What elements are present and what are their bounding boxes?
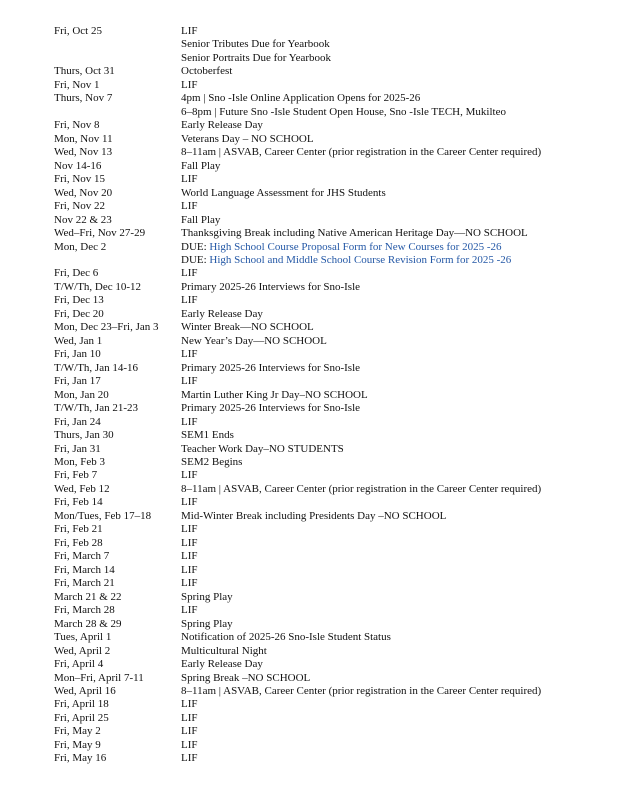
event-description: 8–11am | ASVAB, Career Center (prior registration in the Career Center required) xyxy=(181,146,542,159)
calendar-row xyxy=(54,483,594,496)
calendar-list xyxy=(54,25,594,766)
calendar-row xyxy=(54,631,594,644)
calendar-row xyxy=(54,510,594,523)
calendar-row xyxy=(54,200,594,213)
event-description: LIF xyxy=(181,469,198,482)
event-description: Mid-Winter Break including Presidents Day –NO SCHOOL xyxy=(181,509,447,522)
event-description: LIF xyxy=(181,78,198,91)
calendar-row xyxy=(54,241,594,254)
event-date: T/W/Th, Jan 21-23 xyxy=(54,402,139,415)
event-date: Wed–Fri, Nov 27-29 xyxy=(54,227,146,240)
event-date: Fri, Feb 28 xyxy=(54,536,103,549)
calendar-row xyxy=(54,725,594,738)
calendar-row xyxy=(54,429,594,442)
event-date: Fri, Dec 6 xyxy=(54,267,99,280)
event-description: LIF xyxy=(181,738,198,751)
event-description xyxy=(181,254,594,267)
event-description: Octoberfest xyxy=(181,65,233,78)
calendar-row xyxy=(54,402,594,415)
event-description: LIF xyxy=(181,563,198,576)
event-date xyxy=(54,254,181,267)
event-date: Fri, March 21 xyxy=(54,577,115,590)
calendar-row xyxy=(54,550,594,563)
course-form-link[interactable]: High School Course Proposal Form for New Courses for 2025 -26 xyxy=(209,240,502,253)
event-description: LIF xyxy=(181,698,198,711)
calendar-row xyxy=(54,335,594,348)
calendar-row xyxy=(54,416,594,429)
event-description: LIF xyxy=(181,267,198,280)
calendar-row xyxy=(54,294,594,307)
event-date: Fri, Jan 31 xyxy=(54,442,101,455)
calendar-row xyxy=(54,133,594,146)
event-date: Wed, Feb 12 xyxy=(54,482,110,495)
calendar-row xyxy=(54,698,594,711)
event-date: Fri, Jan 17 xyxy=(54,375,101,388)
event-date: Fri, Nov 15 xyxy=(54,173,106,186)
event-description: New Year’s Day—NO SCHOOL xyxy=(181,334,327,347)
event-description: Primary 2025-26 Interviews for Sno-Isle xyxy=(181,402,361,415)
event-description: Spring Break –NO SCHOOL xyxy=(181,671,311,684)
calendar-row xyxy=(54,119,594,132)
event-description: LIF xyxy=(181,348,198,361)
calendar-row xyxy=(54,685,594,698)
calendar-row xyxy=(54,389,594,402)
calendar-row xyxy=(54,604,594,617)
event-description: LIF xyxy=(181,375,198,388)
event-description: LIF xyxy=(181,294,198,307)
event-date: Wed, Nov 13 xyxy=(54,146,113,159)
calendar-row xyxy=(54,564,594,577)
calendar-row xyxy=(54,645,594,658)
calendar-row xyxy=(54,577,594,590)
event-date: Nov 22 & 23 xyxy=(54,213,112,226)
event-description: Winter Break—NO SCHOOL xyxy=(181,321,314,334)
event-description: World Language Assessment for JHS Students xyxy=(181,186,386,199)
event-date: Wed, Nov 20 xyxy=(54,186,113,199)
event-description: Spring Play xyxy=(181,617,233,630)
event-date: Mon, Nov 11 xyxy=(54,132,113,145)
event-date: Fri, Nov 8 xyxy=(54,119,100,132)
calendar-row xyxy=(54,321,594,334)
event-date: Fri, May 2 xyxy=(54,725,101,738)
event-date: Tues, April 1 xyxy=(54,631,112,644)
event-description: Notification of 2025-26 Sno-Isle Student Status xyxy=(181,631,391,644)
calendar-row xyxy=(54,106,594,119)
event-date: Thurs, Nov 7 xyxy=(54,92,113,105)
event-description: Teacher Work Day–NO STUDENTS xyxy=(181,442,344,455)
course-form-link[interactable]: High School and Middle School Course Revision Form for 2025 -26 xyxy=(209,253,512,266)
event-description: Primary 2025-26 Interviews for Sno-Isle xyxy=(181,280,361,293)
event-description: LIF xyxy=(181,604,198,617)
event-date: Fri, Dec 20 xyxy=(54,307,104,320)
event-date: Wed, April 2 xyxy=(54,644,111,657)
event-description: SEM1 Ends xyxy=(181,429,234,442)
event-description: 8–11am | ASVAB, Career Center (prior registration in the Career Center required) xyxy=(181,684,542,697)
event-date: T/W/Th, Dec 10-12 xyxy=(54,280,142,293)
event-description: 8–11am | ASVAB, Career Center (prior registration in the Career Center required) xyxy=(181,482,542,495)
event-description: LIF xyxy=(181,496,198,509)
calendar-row xyxy=(54,537,594,550)
event-description: LIF xyxy=(181,711,198,724)
event-description: LIF xyxy=(181,752,198,765)
event-date: Thurs, Oct 31 xyxy=(54,65,115,78)
calendar-row xyxy=(54,227,594,240)
calendar-row xyxy=(54,281,594,294)
calendar-row xyxy=(54,712,594,725)
event-date: Fri, Feb 21 xyxy=(54,523,103,536)
event-date: Nov 14-16 xyxy=(54,159,102,172)
due-prefix: DUE: xyxy=(181,253,210,266)
calendar-row xyxy=(54,92,594,105)
event-date: Mon, Dec 23–Fri, Jan 3 xyxy=(54,321,159,334)
event-date: Fri, March 14 xyxy=(54,563,115,576)
calendar-row xyxy=(54,658,594,671)
event-date: Fri, May 9 xyxy=(54,738,101,751)
event-date: Fri, Dec 13 xyxy=(54,294,104,307)
event-date: Fri, April 4 xyxy=(54,658,104,671)
event-date: Thurs, Jan 30 xyxy=(54,429,114,442)
event-description: Martin Luther King Jr Day–NO SCHOOL xyxy=(181,388,368,401)
event-date: Fri, Feb 14 xyxy=(54,496,103,509)
calendar-row xyxy=(54,254,594,267)
calendar-row xyxy=(54,146,594,159)
event-description: Early Release Day xyxy=(181,307,263,320)
event-description: LIF xyxy=(181,536,198,549)
calendar-row xyxy=(54,79,594,92)
event-description: Thanksgiving Break including Native American Heritage Day—NO SCHOOL xyxy=(181,227,528,240)
event-date xyxy=(54,52,181,65)
calendar-row xyxy=(54,187,594,200)
event-date: Fri, Feb 7 xyxy=(54,469,98,482)
event-date: Mon, Dec 2 xyxy=(54,240,107,253)
event-description: LIF xyxy=(181,200,198,213)
event-description: Early Release Day xyxy=(181,658,263,671)
event-description: LIF xyxy=(181,523,198,536)
event-date: March 28 & 29 xyxy=(54,617,122,630)
calendar-row xyxy=(54,591,594,604)
event-description: Multicultural Night xyxy=(181,644,267,657)
event-date xyxy=(54,106,181,119)
event-date: Mon, Jan 20 xyxy=(54,388,109,401)
calendar-row xyxy=(54,25,594,38)
calendar-row xyxy=(54,160,594,173)
event-date: Fri, Nov 1 xyxy=(54,78,100,91)
calendar-row xyxy=(54,348,594,361)
event-description: 4pm | Sno -Isle Online Application Opens for 2025-26 xyxy=(181,92,421,105)
event-description: LIF xyxy=(181,173,198,186)
event-description: Veterans Day – NO SCHOOL xyxy=(181,132,314,145)
calendar-row xyxy=(54,496,594,509)
event-description: LIF xyxy=(181,415,198,428)
event-description: Spring Play xyxy=(181,590,233,603)
event-date: Fri, April 18 xyxy=(54,698,109,711)
event-date: Mon/Tues, Feb 17–18 xyxy=(54,509,152,522)
event-date: Fri, Nov 22 xyxy=(54,200,106,213)
calendar-row xyxy=(54,52,594,65)
event-description: SEM2 Begins xyxy=(181,456,243,468)
calendar-row xyxy=(54,523,594,536)
event-date: Mon–Fri, April 7-11 xyxy=(54,671,144,684)
event-description: LIF xyxy=(181,550,198,563)
event-description: LIF xyxy=(181,25,198,37)
calendar-row xyxy=(54,469,594,482)
event-description: Fall Play xyxy=(181,213,221,226)
calendar-row xyxy=(54,443,594,456)
calendar-row xyxy=(54,456,594,469)
calendar-row xyxy=(54,65,594,78)
event-description: Early Release Day xyxy=(181,119,263,132)
event-description: Fall Play xyxy=(181,159,221,172)
event-description: LIF xyxy=(181,725,198,738)
event-date: Fri, March 28 xyxy=(54,604,115,617)
calendar-row xyxy=(54,752,594,765)
event-date: Fri, March 7 xyxy=(54,550,110,563)
event-date: March 21 & 22 xyxy=(54,590,122,603)
calendar-row xyxy=(54,375,594,388)
event-description: Senior Tributes Due for Yearbook xyxy=(181,38,330,51)
event-description: 6–8pm | Future Sno -Isle Student Open House, Sno -Isle TECH, Mukilteo xyxy=(181,105,506,118)
event-date: T/W/Th, Jan 14-16 xyxy=(54,361,139,374)
calendar-row xyxy=(54,267,594,280)
event-date: Fri, May 16 xyxy=(54,752,107,765)
calendar-row xyxy=(54,739,594,752)
event-date xyxy=(54,38,181,51)
event-date: Fri, Jan 24 xyxy=(54,415,101,428)
event-date: Fri, Jan 10 xyxy=(54,348,101,361)
calendar-row xyxy=(54,362,594,375)
due-prefix: DUE: xyxy=(181,240,210,253)
calendar-row xyxy=(54,308,594,321)
event-date: Wed, Jan 1 xyxy=(54,334,103,347)
event-date: Mon, Feb 3 xyxy=(54,456,106,468)
event-description xyxy=(181,241,594,254)
calendar-row xyxy=(54,672,594,685)
event-date: Fri, Oct 25 xyxy=(54,25,102,37)
calendar-row xyxy=(54,38,594,51)
calendar-row xyxy=(54,173,594,186)
event-description: LIF xyxy=(181,577,198,590)
calendar-row xyxy=(54,214,594,227)
event-date: Fri, April 25 xyxy=(54,711,109,724)
calendar-row xyxy=(54,618,594,631)
event-description: Senior Portraits Due for Yearbook xyxy=(181,51,332,64)
event-date: Wed, April 16 xyxy=(54,684,116,697)
event-description: Primary 2025-26 Interviews for Sno-Isle xyxy=(181,361,361,374)
